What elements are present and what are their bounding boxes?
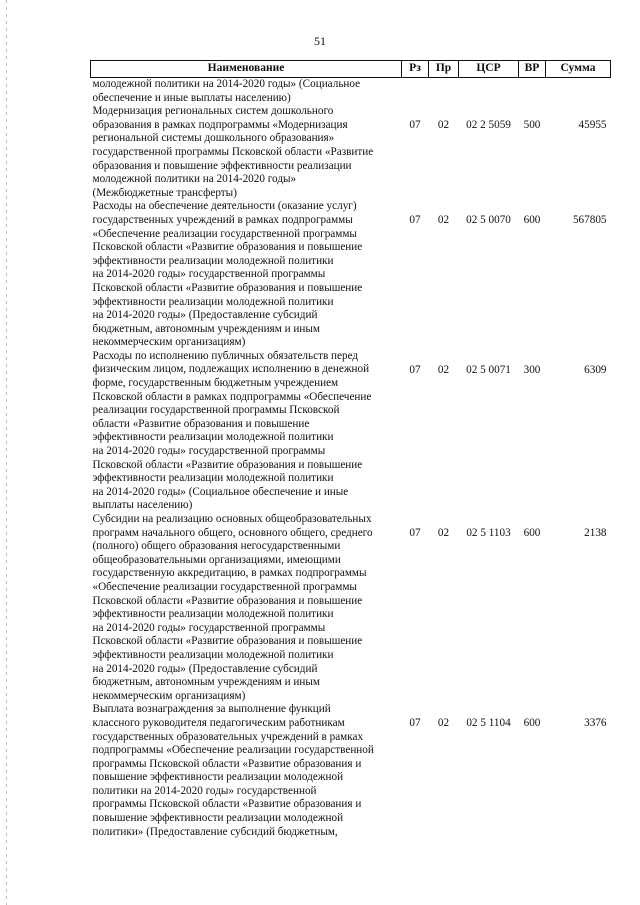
row-name-line: общеобразовательными организациями, имеющими (92, 553, 341, 566)
row-name-line: бюджетным, автономным учреждениям и иным (92, 322, 320, 335)
row-pr: 02 (437, 119, 450, 132)
row-name-line: (полного) общего образования негосударственными (92, 540, 341, 553)
table-body (91, 78, 611, 840)
row-name-line: программы Псковской области «Развитие образования и (92, 798, 362, 811)
row-rz: 07 (409, 214, 421, 227)
row-name (91, 350, 402, 513)
row-name-line: эффективности реализации молодежной политики (92, 295, 334, 308)
row-vr: 600 (523, 527, 541, 539)
row-name-line: на 2014-2020 годы» государственной программы (92, 268, 326, 281)
row-name-line: государственных учреждений в рамках подпрограммы (92, 213, 353, 226)
row-vr: 300 (523, 363, 541, 376)
row-name-line: Псковской области «Развитие образования и повышение (92, 458, 363, 471)
table-row (91, 350, 611, 513)
row-name-line: эффективности реализации молодежной политики (92, 648, 334, 661)
row-rz: 07 (409, 363, 421, 376)
row-rz: 07 (409, 717, 421, 730)
row-name-line: политики» (Предоставление субсидий бюджетным, (92, 825, 338, 838)
row-name-line: образования и повышение эффективности реализации (92, 159, 352, 172)
row-name-line: форме, государственным бюджетным учреждением (92, 377, 339, 390)
row-pr (429, 78, 459, 106)
row-csr: 02 5 1103 (466, 527, 511, 539)
row-name-line: подпрограммы «Обеспечение реализации государственной (92, 744, 374, 757)
row-name-line: «Обеспечение реализации государственной программы (92, 580, 357, 593)
table-header (91, 61, 611, 78)
row-name-line: Расходы на обеспечение деятельности (оказание услуг) (92, 200, 357, 213)
row-name-line: молодежной политики на 2014-2020 годы» (Социальное (92, 78, 361, 90)
row-csr (459, 78, 519, 106)
row-rz (402, 78, 429, 106)
row-name-line: на 2014-2020 годы» (Предоставление субсидий (92, 309, 318, 322)
row-pr: 02 (437, 527, 450, 539)
row-name-line: области «Развитие образования и повышение (92, 417, 310, 430)
budget-table (90, 60, 611, 839)
header-pr: Пр (429, 61, 459, 78)
row-rz: 07 (409, 527, 421, 539)
row-name-line: региональной системы дошкольного образования» (92, 132, 335, 145)
row-name (91, 105, 402, 200)
row-pr: 02 (437, 363, 450, 376)
row-sum: 45955 (578, 119, 607, 132)
row-name-line: государственной программы Псковской области «Развитие (92, 145, 374, 158)
row-name-line: Псковской области «Развитие образования и повышение (92, 281, 363, 294)
row-name-line: (Межбюджетные трансферты) (92, 186, 237, 199)
row-name (91, 200, 402, 350)
row-csr: 02 2 5059 (466, 119, 511, 132)
row-vr: 500 (523, 119, 541, 132)
row-name-line: Псковской области в рамках подпрограммы «Обеспечение (92, 390, 372, 403)
row-name-line: государственную аккредитацию, в рамках подпрограммы (92, 567, 367, 580)
row-name-line: Псковской области «Развитие образования и повышение (92, 594, 363, 607)
row-sum: 2138 (584, 527, 607, 539)
header-rz: Рз (402, 61, 429, 78)
row-csr: 02 5 0070 (466, 214, 511, 227)
row-name-line: на 2014-2020 годы» (Предоставление субсидий (92, 662, 318, 675)
row-name-line: образования в рамках подпрограммы «Модернизация (92, 118, 348, 131)
row-name-line: некоммерческим организациям) (92, 336, 246, 349)
row-name-line: эффективности реализации молодежной политики (92, 254, 334, 267)
row-sum: 6309 (584, 363, 607, 376)
row-pr: 02 (437, 214, 450, 227)
table-row (91, 200, 611, 350)
row-name-line: на 2014-2020 годы» государственной программы (92, 621, 326, 634)
row-vr (519, 78, 546, 106)
row-name-line: обеспечение и иные выплаты населению) (92, 91, 291, 104)
page-number: 51 (314, 34, 326, 48)
header-name: Наименование (91, 61, 402, 78)
row-name-line: Модернизация региональных систем дошкольного (92, 105, 334, 118)
row-name-line: на 2014-2020 годы» (Социальное обеспечение и иные (92, 485, 349, 498)
row-csr: 02 5 1104 (466, 717, 511, 730)
row-pr: 02 (437, 717, 450, 730)
row-name-line: государственных образовательных учреждений в рамках (92, 730, 364, 743)
row-vr: 600 (523, 214, 541, 227)
row-name-line: Псковской области «Развитие образования и повышение (92, 241, 363, 254)
row-name-line: повышение эффективности реализации молодежной (92, 812, 344, 825)
row-csr: 02 5 0071 (466, 363, 511, 376)
row-name-line: Расходы по исполнению публичных обязательств перед (92, 349, 359, 362)
row-name-line: эффективности реализации молодежной политики (92, 431, 334, 444)
row-name-line: на 2014-2020 годы» государственной программы (92, 445, 326, 458)
row-name-line: программ начального общего, основного общего, среднего (92, 526, 373, 539)
row-rz: 07 (409, 119, 421, 132)
row-name-line: Субсидии на реализацию основных общеобразовательных (92, 513, 372, 525)
header-csr: ЦСР (459, 61, 519, 78)
row-name (91, 513, 402, 703)
row-sum (546, 78, 611, 106)
header-sum: Сумма (546, 61, 611, 78)
row-name (91, 703, 402, 839)
row-name-line: повышение эффективности реализации молодежной (92, 771, 344, 784)
row-name-line: молодежной политики на 2014-2020 годы» (92, 173, 297, 186)
row-name-line: физическим лицом, подлежащих исполнению в денежной (92, 363, 370, 376)
row-name-line: бюджетным, автономным учреждениям и иным (92, 676, 320, 689)
row-name-line: классного руководителя педагогическим работникам (92, 716, 345, 729)
table-row (91, 703, 611, 839)
row-name (91, 78, 402, 106)
row-name-line: Выплата вознаграждения за выполнение функций (92, 703, 331, 716)
header-vr: ВР (519, 61, 546, 78)
row-name-line: некоммерческим организациям) (92, 689, 246, 702)
row-name-line: выплаты населению) (92, 499, 193, 512)
row-name-line: эффективности реализации молодежной политики (92, 472, 334, 485)
row-vr: 600 (523, 717, 541, 730)
table-row (91, 78, 611, 106)
row-name-line: реализации государственной программы Псковской (92, 404, 340, 417)
scan-edge (6, 0, 7, 905)
table-row (91, 513, 611, 703)
row-sum: 3376 (584, 717, 607, 730)
row-name-line: «Обеспечение реализации государственной программы (92, 227, 357, 240)
table-row (91, 105, 611, 200)
row-name-line: эффективности реализации молодежной политики (92, 608, 334, 621)
row-sum: 567805 (572, 214, 607, 227)
row-name-line: политики на 2014-2020 годы» государственной (92, 784, 317, 797)
row-name-line: программы Псковской области «Развитие образования и (92, 757, 362, 770)
row-name-line: Псковской области «Развитие образования и повышение (92, 635, 363, 648)
